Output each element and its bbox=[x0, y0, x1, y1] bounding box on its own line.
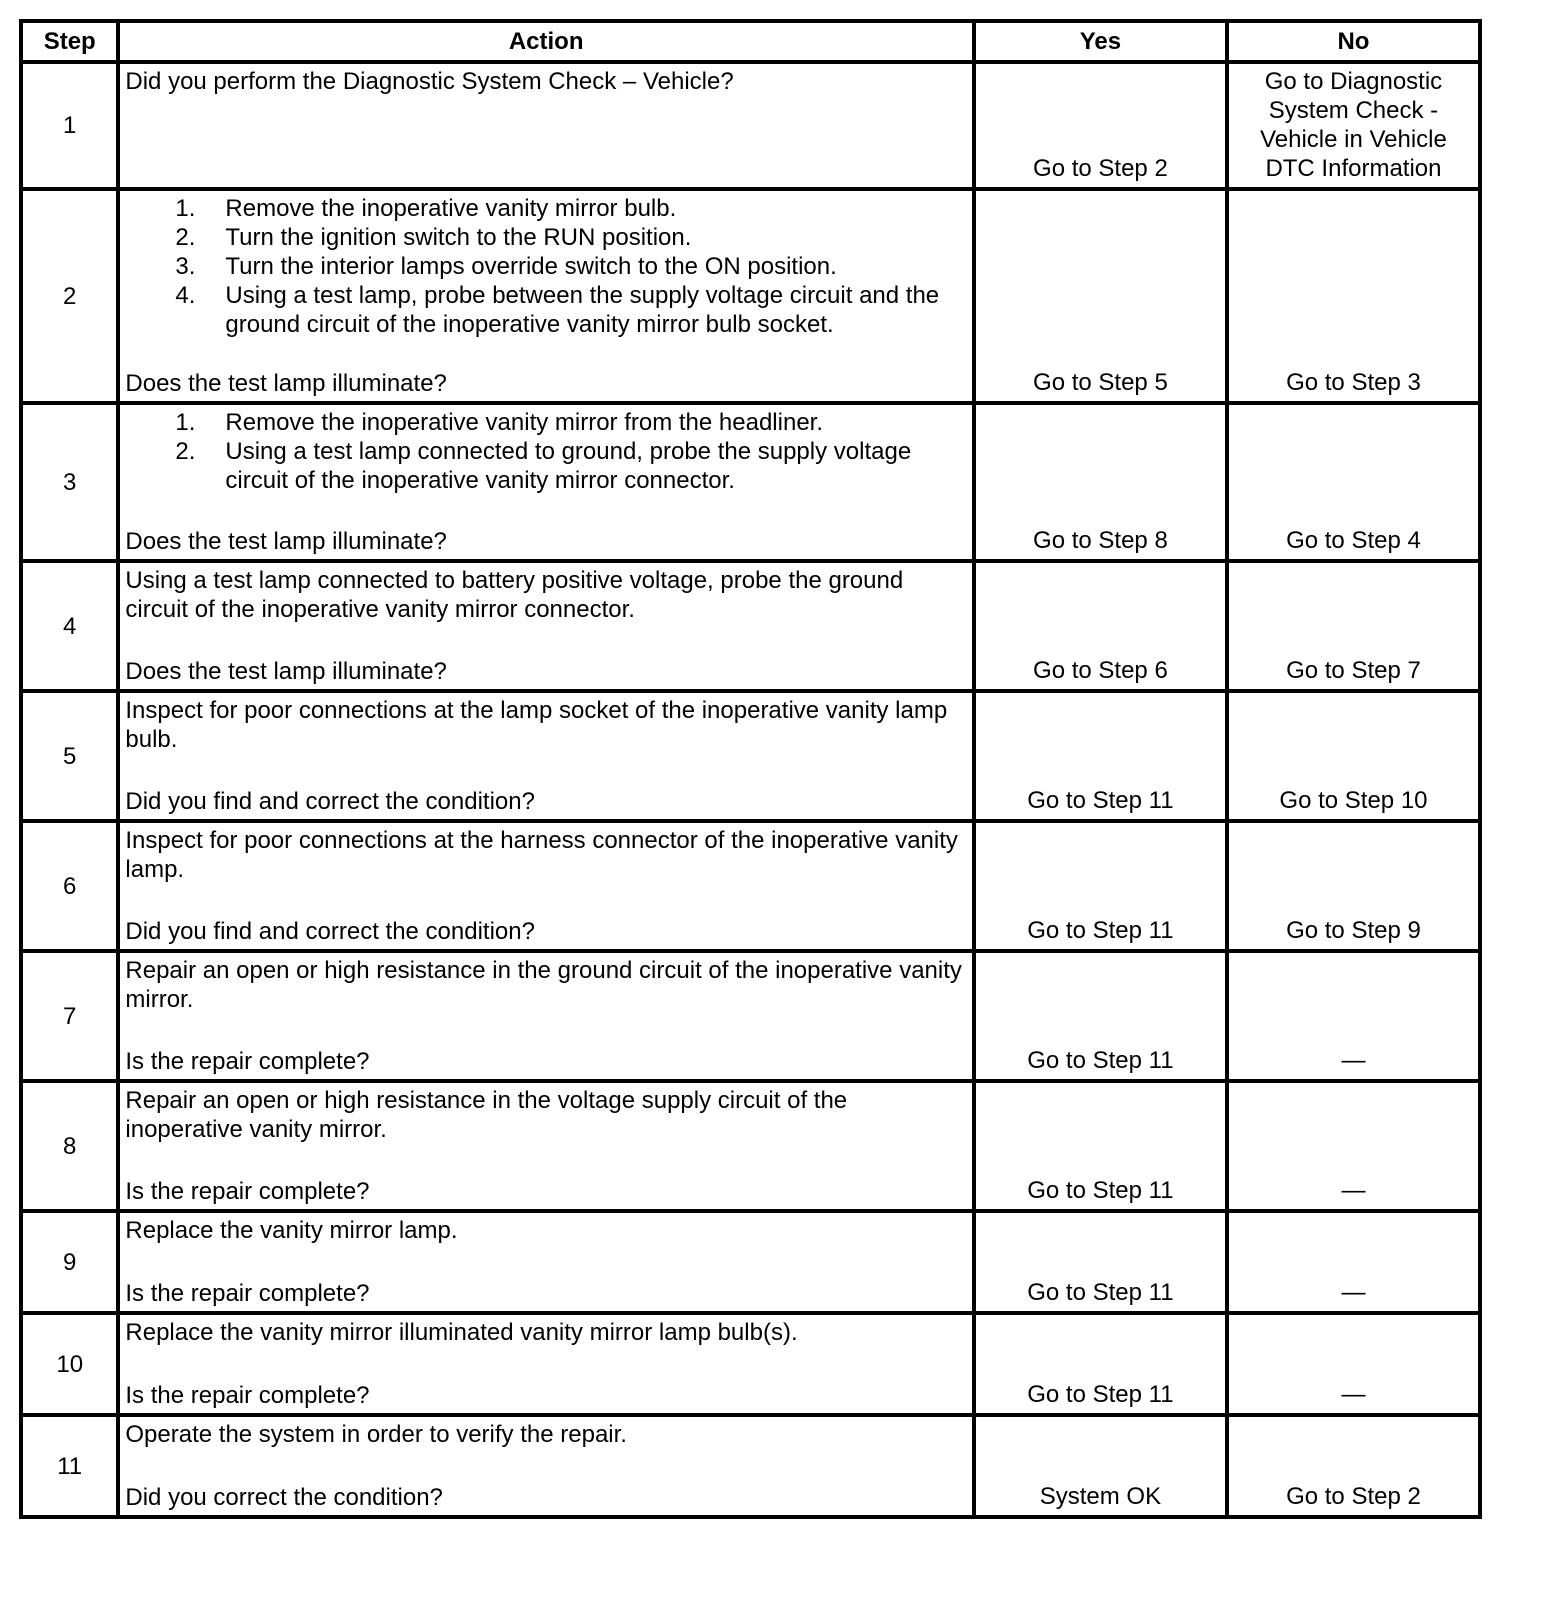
no-result: Go to Step 2 bbox=[1227, 1415, 1480, 1517]
table-row bbox=[21, 189, 1480, 403]
no-result: Go to Step 3 bbox=[1227, 189, 1480, 403]
action-text: Replace the vanity mirror illuminated vanity mirror lamp bulb(s). bbox=[125, 1319, 798, 1346]
step-number: 6 bbox=[21, 821, 118, 951]
action-cell bbox=[118, 1415, 974, 1517]
action-text: Using a test lamp connected to battery positive voltage, probe the ground circuit of the inoperative vanity mirror connector. bbox=[125, 567, 904, 623]
yes-result: Go to Step 5 bbox=[974, 189, 1227, 403]
procedure-item-number: 3. bbox=[175, 253, 196, 280]
question-text: Does the test lamp illuminate? bbox=[125, 658, 447, 685]
procedure-item-text: Turn the ignition switch to the RUN position. bbox=[225, 224, 692, 251]
procedure-item bbox=[175, 252, 966, 281]
table-row bbox=[21, 1313, 1480, 1415]
step-number: 3 bbox=[21, 403, 118, 561]
no-result: Go to Step 4 bbox=[1227, 403, 1480, 561]
yes-result: Go to Step 11 bbox=[974, 1081, 1227, 1211]
procedure-item bbox=[175, 437, 966, 495]
no-result: — bbox=[1227, 1313, 1480, 1415]
procedure-list bbox=[125, 408, 966, 495]
yes-result: Go to Step 6 bbox=[974, 561, 1227, 691]
procedure-item-text: Remove the inoperative vanity mirror bulb. bbox=[225, 195, 677, 222]
procedure-item-number: 1. bbox=[175, 195, 196, 222]
question-text: Is the repair complete? bbox=[125, 1382, 370, 1409]
action-cell bbox=[118, 1081, 974, 1211]
header-yes: Yes bbox=[974, 21, 1227, 62]
table-row bbox=[21, 1415, 1480, 1517]
procedure-item-text: Turn the interior lamps override switch to the ON position. bbox=[225, 253, 837, 280]
step-number: 9 bbox=[21, 1211, 118, 1313]
action-cell bbox=[118, 62, 974, 189]
no-result: Go to Step 7 bbox=[1227, 561, 1480, 691]
header-action: Action bbox=[118, 21, 974, 62]
step-number: 7 bbox=[21, 951, 118, 1081]
step-number: 8 bbox=[21, 1081, 118, 1211]
question-text: Does the test lamp illuminate? bbox=[125, 370, 447, 397]
question-text: Is the repair complete? bbox=[125, 1280, 370, 1307]
action-text: Replace the vanity mirror lamp. bbox=[125, 1217, 458, 1244]
header-no: No bbox=[1227, 21, 1480, 62]
step-number: 10 bbox=[21, 1313, 118, 1415]
no-result: — bbox=[1227, 951, 1480, 1081]
action-text: Operate the system in order to verify the repair. bbox=[125, 1421, 627, 1448]
action-cell bbox=[118, 561, 974, 691]
action-cell bbox=[118, 951, 974, 1081]
procedure-item-text: Remove the inoperative vanity mirror from the headliner. bbox=[225, 409, 823, 436]
no-result: — bbox=[1227, 1081, 1480, 1211]
action-cell bbox=[118, 1313, 974, 1415]
procedure-item bbox=[175, 223, 966, 252]
yes-result: Go to Step 11 bbox=[974, 691, 1227, 821]
header-step: Step bbox=[21, 21, 118, 62]
table-row bbox=[21, 561, 1480, 691]
yes-result: Go to Step 8 bbox=[974, 403, 1227, 561]
question-text: Does the test lamp illuminate? bbox=[125, 528, 447, 555]
diagnostic-table bbox=[19, 19, 1482, 1519]
table-row bbox=[21, 403, 1480, 561]
table-row bbox=[21, 1081, 1480, 1211]
procedure-item bbox=[175, 194, 966, 223]
question-text: Did you find and correct the condition? bbox=[125, 788, 535, 815]
action-text: Inspect for poor connections at the lamp socket of the inoperative vanity lamp bulb. bbox=[125, 697, 948, 753]
table-row bbox=[21, 691, 1480, 821]
no-result: Go to Diagnostic System Check - Vehicle in Vehicle DTC Information bbox=[1227, 62, 1480, 189]
question-text: Is the repair complete? bbox=[125, 1178, 370, 1205]
table-row bbox=[21, 62, 1480, 189]
step-number: 2 bbox=[21, 189, 118, 403]
yes-result: Go to Step 11 bbox=[974, 951, 1227, 1081]
procedure-item bbox=[175, 281, 966, 339]
procedure-item-text: Using a test lamp connected to ground, probe the supply voltage circuit of the inoperative vanity mirror connector. bbox=[225, 438, 912, 494]
no-result: — bbox=[1227, 1211, 1480, 1313]
yes-result: Go to Step 11 bbox=[974, 821, 1227, 951]
yes-result: Go to Step 2 bbox=[974, 62, 1227, 189]
yes-result: Go to Step 11 bbox=[974, 1211, 1227, 1313]
procedure-item-number: 2. bbox=[175, 224, 196, 251]
action-cell bbox=[118, 821, 974, 951]
table-row bbox=[21, 951, 1480, 1081]
procedure-item-text: Using a test lamp, probe between the supply voltage circuit and the ground circuit of the inoperative vanity mirror bulb socket. bbox=[225, 282, 940, 338]
action-text: Repair an open or high resistance in the ground circuit of the inoperative vanity mirror. bbox=[125, 957, 962, 1013]
procedure-item-number: 4. bbox=[175, 282, 196, 309]
action-cell bbox=[118, 691, 974, 821]
procedure-item-number: 1. bbox=[175, 409, 196, 436]
table-row bbox=[21, 821, 1480, 951]
header-row bbox=[21, 21, 1480, 62]
table-row bbox=[21, 1211, 1480, 1313]
action-cell bbox=[118, 1211, 974, 1313]
step-number: 1 bbox=[21, 62, 118, 189]
question-text: Did you find and correct the condition? bbox=[125, 918, 535, 945]
no-result: Go to Step 9 bbox=[1227, 821, 1480, 951]
yes-result: Go to Step 11 bbox=[974, 1313, 1227, 1415]
procedure-list bbox=[125, 194, 966, 339]
step-number: 5 bbox=[21, 691, 118, 821]
action-text: Inspect for poor connections at the harness connector of the inoperative vanity lamp. bbox=[125, 827, 958, 883]
question-text: Is the repair complete? bbox=[125, 1048, 370, 1075]
question-text: Did you correct the condition? bbox=[125, 1484, 443, 1511]
action-cell bbox=[118, 189, 974, 403]
action-text: Repair an open or high resistance in the voltage supply circuit of the inoperative vanity mirror. bbox=[125, 1087, 848, 1143]
step-number: 11 bbox=[21, 1415, 118, 1517]
action-text: Did you perform the Diagnostic System Check – Vehicle? bbox=[125, 68, 734, 95]
procedure-item-number: 2. bbox=[175, 438, 196, 465]
yes-result: System OK bbox=[974, 1415, 1227, 1517]
action-cell bbox=[118, 403, 974, 561]
procedure-item bbox=[175, 408, 966, 437]
step-number: 4 bbox=[21, 561, 118, 691]
no-result: Go to Step 10 bbox=[1227, 691, 1480, 821]
